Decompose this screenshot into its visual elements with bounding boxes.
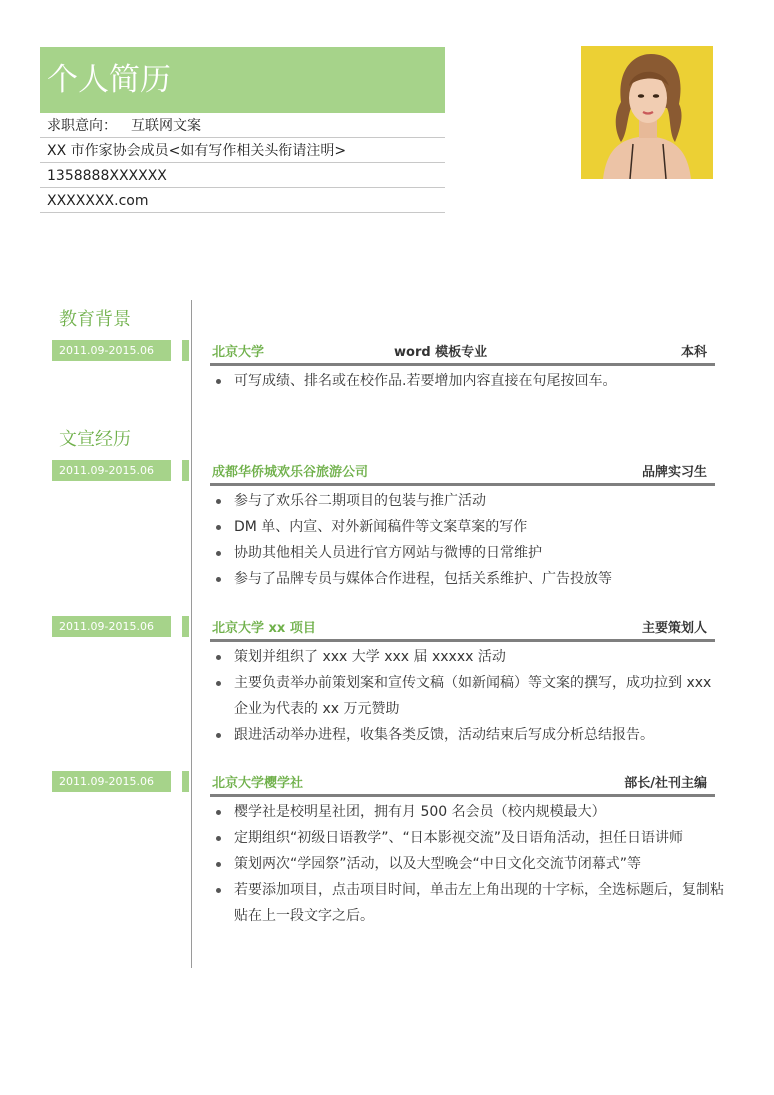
timeline-divider [191, 300, 192, 968]
experience-entry-header [210, 774, 715, 797]
list-item: 定期组织“初级日语教学”、“日本影视交流”及日语角活动，担任日语讲师 [214, 825, 724, 851]
education-entry-header [210, 343, 715, 366]
experience-entry-header [210, 463, 715, 486]
major-name: word 模板专业 [394, 345, 488, 360]
list-item: 跟进活动举办进程，收集各类反馈，活动结束后写成分析总结报告。 [214, 722, 724, 748]
membership-row: XX 市作家协会成员<如有写作相关头衔请注明> [40, 138, 445, 163]
job-intent-row [40, 113, 445, 138]
position-title: 部长/社刊主编 [624, 776, 707, 791]
education-date: 2011.09-2015.06 [52, 340, 171, 361]
date-marker [182, 340, 189, 361]
date-marker [182, 616, 189, 637]
experience-entry-header [210, 619, 715, 642]
experience-date: 2011.09-2015.06 [52, 460, 171, 481]
degree: 本科 [680, 345, 707, 360]
job-intent-label: 求职意向： [47, 118, 117, 134]
date-marker [182, 771, 189, 792]
email-row: XXXXXXX.com [40, 188, 445, 213]
job-intent-value: 互联网文案 [131, 118, 201, 134]
list-item: 主要负责举办前策划案和宣传文稿（如新闻稿）等文案的撰写，成功拉到 xxx 企业为代表的 xx 万元赞助 [214, 670, 724, 722]
list-item: 策划并组织了 xxx 大学 xxx 届 xxxxx 活动 [214, 644, 724, 670]
list-item: DM 单、内宣、对外新闻稿件等文案草案的写作 [214, 514, 724, 540]
list-item: 樱学社是校明星社团，拥有月 500 名会员（校内规模最大） [214, 799, 724, 825]
experience-section-title: 文宣经历 [59, 429, 131, 450]
experience-bullets [214, 799, 724, 929]
experience-bullets [214, 488, 724, 592]
phone-row: 1358888XXXXXX [40, 163, 445, 188]
education-section-title: 教育背景 [59, 309, 131, 330]
organization-name: 北京大学 xx 项目 [212, 621, 316, 636]
contact-info [40, 113, 445, 213]
list-item: 可写成绩、排名或在校作品.若要增加内容直接在句尾按回车。 [214, 368, 724, 394]
resume-title: 个人简历 [40, 47, 445, 113]
list-item: 参与了品牌专员与媒体合作进程，包括关系维护、广告投放等 [214, 566, 724, 592]
list-item: 协助其他相关人员进行官方网站与微博的日常维护 [214, 540, 724, 566]
position-title: 主要策划人 [641, 621, 707, 636]
list-item: 若要添加项目，点击项目时间，单击左上角出现的十字标，全选标题后，复制粘贴在上一段文字之后。 [214, 877, 724, 929]
list-item: 策划两次“学园祭”活动，以及大型晚会“中日文化交流节闭幕式”等 [214, 851, 724, 877]
profile-photo [581, 46, 713, 179]
list-item: 参与了欢乐谷二期项目的包装与推广活动 [214, 488, 724, 514]
education-bullets [214, 368, 724, 394]
organization-name: 北京大学樱学社 [212, 776, 304, 791]
organization-name: 成都华侨城欢乐谷旅游公司 [212, 465, 369, 480]
date-marker [182, 460, 189, 481]
position-title: 品牌实习生 [641, 465, 707, 480]
school-name: 北京大学 [212, 345, 265, 360]
experience-date: 2011.09-2015.06 [52, 616, 171, 637]
experience-date: 2011.09-2015.06 [52, 771, 171, 792]
experience-bullets [214, 644, 724, 748]
